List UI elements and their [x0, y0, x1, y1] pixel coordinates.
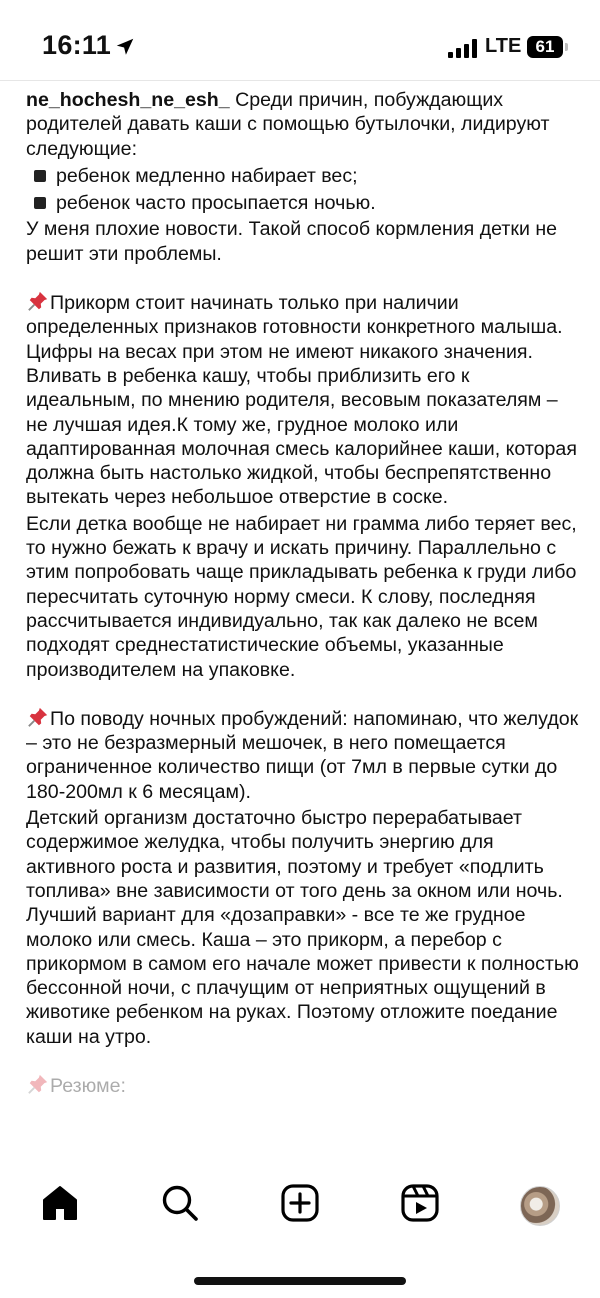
bullet-text: ребенок часто просыпается ночью.: [56, 192, 376, 215]
pushpin-icon: [26, 706, 50, 728]
caption-bad-news: У меня плохие новости. Такой способ кормления детки не решит эти проблемы.: [26, 218, 558, 265]
network-type: LTE: [485, 35, 522, 57]
list-item: [26, 191, 582, 215]
bullet-square-icon: [34, 197, 46, 209]
bullet-square-icon: [34, 170, 46, 182]
status-time: 16:11: [42, 30, 112, 60]
battery-cap: [565, 43, 568, 51]
avatar[interactable]: [520, 1186, 560, 1226]
section1-paragraph: [26, 290, 582, 510]
pushpin-icon: [26, 290, 50, 312]
section3-paragraph: [26, 1073, 582, 1098]
search-icon[interactable]: [160, 1183, 200, 1223]
username-link[interactable]: ne_hochesh_ne_esh_: [26, 89, 230, 111]
cellular-signal-icon: [448, 38, 478, 58]
home-indicator[interactable]: [194, 1277, 406, 1285]
bullet-text: ребенок медленно набирает вес;: [56, 164, 358, 187]
caption-intro: [26, 88, 582, 161]
top-divider: [0, 80, 600, 81]
reels-icon[interactable]: [400, 1183, 440, 1223]
battery-icon: [527, 36, 563, 58]
post-caption: [26, 88, 582, 1170]
location-arrow-icon: [114, 36, 136, 58]
list-item: [26, 164, 582, 188]
section2-paragraph: [26, 706, 582, 804]
section3-text: Резюме:: [50, 1074, 126, 1097]
create-icon[interactable]: [280, 1183, 320, 1223]
section2-paragraph-2: Детский организм достаточно быстро перерабатывает содержимое желудка, чтобы получить энергию для активного роста и развития, поэтому и требует «подлить топлива» вне зависимости от того день за окном или ночь. Лучший вариант для «дозаправки» - все те же грудное молоко или смесь. Каша – это прикорм, а перебор с прикормом в самом его начале может привести к полностью бессонной ночи, с плачущим от неприятных ощущений в животике ребенком на руках. Поэтому отложите поедание каши на утро.: [26, 807, 579, 1048]
home-icon[interactable]: [40, 1183, 80, 1223]
bottom-nav: [0, 1150, 600, 1298]
section1-text: Прикорм стоит начинать только при наличии определенных признаков готовности конкретного малыша. Цифры на весах при этом не имеют никакого значения. Вливать в ребенка кашу, чтобы приблизить его к идеальным, по мнению родителя, весовым показателям – не лучшая идея.К тому же, грудное молоко или адаптированная молочная смесь калорийнее каши, которая должна быть настолько жидкой, чтобы беспрепятственно вытекать через небольшое отверстие в соске.: [26, 292, 577, 509]
section2-text: По поводу ночных пробуждений: напоминаю, что желудок – это не безразмерный мешочек, в него помещается ограниченное количество пищи (от 7мл в первые сутки до 180-200мл к 6 месяцам).: [26, 707, 579, 803]
battery-level: 61: [535, 37, 555, 56]
pushpin-icon: [26, 1073, 50, 1095]
section1-paragraph-2: Если детка вообще не набирает ни грамма либо теряет вес, то нужно бежать к врачу и искать причину. Параллельно с этим попробовать чаще прикладывать ребенка к груди либо пересчитать суточную норму смеси. К слову, последняя рассчитывается индивидуально, так как далеко не всем подходят среднестатистические объемы, указанные производителем на упаковке.: [26, 512, 577, 681]
status-bar: [0, 0, 600, 80]
caption-intro-text: Среди причин, побуждающих родителей давать каши с помощью бутылочки, лидируют следующие:: [26, 89, 550, 160]
